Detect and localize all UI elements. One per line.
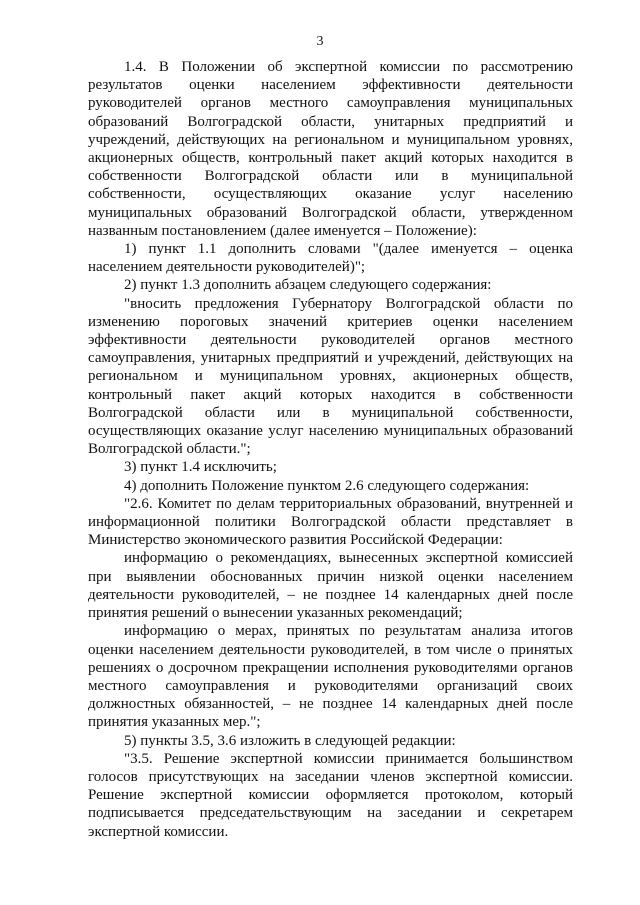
document-body [88, 58, 573, 841]
paragraph-item-2: 2) пункт 1.3 дополнить абзацем следующего содержания: [124, 277, 492, 294]
paragraph-item-2-text: "вносить предложения Губернатору Волгоградской области по изменению пороговых значений критериев оценки населением эффективности деятельности руководителей органов местного самоуправления, унитарных предприятий и учреждений, действующих на региональном и муниципальном уровнях, акционерных обществ, контрольный пакет акций которых находится в собственности Волгоградской области или в муниципальной собственности, осуществляющих оказание услуг населению муниципальных образований Волгоградской области."; [88, 295, 573, 458]
paragraph-item-5: 5) пункты 3.5, 3.6 изложить в следующей редакции: [124, 732, 456, 749]
paragraph-3-5: "3.5. Решение экспертной комиссии принимается большинством голосов присутствующих на заседании членов экспертной комиссии. Решение экспертной комиссии оформляется протоколом, который подписывается председательствующим на заседании и секретарем экспертной комиссии. [88, 750, 573, 840]
paragraph-item-4: 4) дополнить Положение пунктом 2.6 следующего содержания: [124, 477, 530, 494]
paragraph-1-4: 1.4. В Положении об экспертной комиссии по рассмотрению результатов оценки населением эффективности деятельности руководителей органов местного самоуправления муниципальных образований Волгоградской области, унитарных предприятий и учреждений, действующих на региональном и муниципальном уровнях, акционерных обществ, контрольный пакет акций которых находится в собственности Волгоградской области или в муниципальной собственности, осуществляющих оказание услуг населению муниципальных образований Волгоградской области, утвержденном названным постановлением (далее именуется – Положение): [88, 59, 573, 239]
paragraph-2-6: "2.6. Комитет по делам территориальных образований, внутренней и информационной политики Волгоградской области представляет в Министерство экономического развития Российской Федерации: [88, 495, 573, 549]
paragraph-item-3: 3) пункт 1.4 исключить; [124, 459, 277, 476]
paragraph-recommendations: информацию о рекомендациях, вынесенных экспертной комиссией при выявлении обоснованных причин низкой оценки населением деятельности руководителей, – не позднее 14 календарных дней после принятия решений о вынесении указанных рекомендаций; [88, 550, 573, 622]
page-number: 3 [316, 34, 324, 49]
paragraph-item-1: 1) пункт 1.1 дополнить словами "(далее именуется – оценка населением деятельности руководителей)"; [88, 241, 573, 276]
paragraph-measures: информацию о мерах, принятых по результатам анализа итогов оценки населением деятельности руководителей, в том числе о принятых решениях о досрочном прекращении исполнения руководителями органов местного самоуправления и руководителями организаций своих должностных обязанностей, – не позднее 14 календарных дней после принятия указанных мер."; [88, 623, 573, 731]
